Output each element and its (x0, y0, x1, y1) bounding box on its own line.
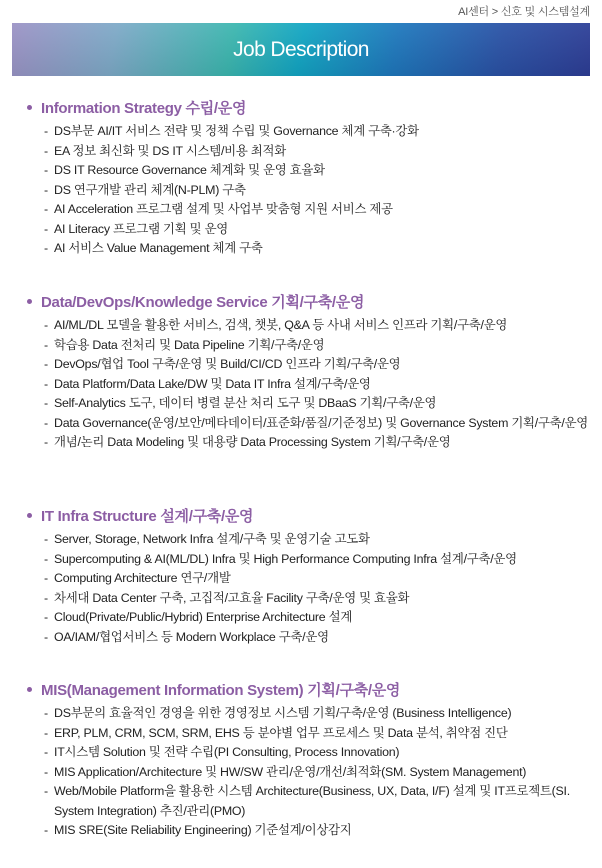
dash-icon: - (44, 706, 48, 720)
dash-icon: - (44, 823, 48, 837)
list-item: - MIS Application/Architecture 및 HW/SW 관리/운영/개선/최적화(SM. System Management) (44, 763, 592, 783)
section-heading-text: IT Infra Structure 설계/구축/운영 (41, 507, 254, 525)
dash-icon: - (44, 629, 48, 644)
list-item: - MIS SRE(Site Reliability Engineering) 기준설계/이상감지 (44, 821, 592, 841)
list-item: - OA/IAM/협업서비스 등 Modern Workplace 구축/운영 (44, 628, 592, 648)
dash-icon: - (44, 143, 48, 158)
list-item: - Server, Storage, Network Infra 설계/구축 및 운영기술 고도화 (44, 530, 592, 550)
list-item: - 학습용 Data 전처리 및 Data Pipeline 기획/구축/운영 (44, 336, 592, 356)
dash-icon: - (44, 182, 48, 197)
dash-icon: - (44, 221, 48, 236)
list-item: - DS IT Resource Governance 체계화 및 운영 효율화 (44, 161, 592, 181)
dash-icon: - (44, 764, 48, 779)
dash-icon: - (44, 745, 48, 759)
list-item: - 개념/논리 Data Modeling 및 대용량 Data Processing System 기획/구축/운영 (44, 433, 592, 453)
list-item: - Data Governance(운영/보안/메타데이터/표준화/품질/기준정보) 및 Governance System 기획/구축/운영 (44, 414, 592, 434)
section-heading (26, 97, 592, 117)
list-item: - DS 연구개발 관리 체계(N-PLM) 구축 (44, 181, 592, 201)
dash-icon: - (44, 337, 48, 352)
dash-icon: - (44, 784, 48, 798)
dash-icon: - (44, 415, 48, 430)
section-heading (26, 679, 592, 699)
section-heading-text: Data/DevOps/Knowledge Service 기획/구축/운영 (41, 293, 365, 311)
list-item: - AI 서비스 Value Management 체계 구축 (44, 239, 592, 259)
bullet-icon (27, 687, 32, 692)
section-heading (26, 291, 592, 311)
dash-icon: - (44, 241, 48, 255)
list-item: - AI Literacy 프로그램 기획 및 운영 (44, 220, 592, 240)
dash-icon: - (44, 551, 48, 566)
dash-icon: - (44, 532, 48, 546)
section-information-strategy (26, 97, 592, 259)
dash-icon: - (44, 202, 48, 216)
dash-icon: - (44, 124, 48, 138)
page-title-banner (12, 23, 590, 76)
bullet-icon (27, 299, 32, 304)
list-item: - AI Acceleration 프로그램 설계 및 사업부 맞춤형 지원 서비스 제공 (44, 200, 592, 220)
item-list (44, 704, 592, 841)
page-title: Job Description (233, 37, 369, 61)
dash-icon: - (44, 571, 48, 585)
dash-icon: - (44, 318, 48, 332)
section-heading-text: Information Strategy 수립/운영 (41, 99, 247, 117)
item-list (44, 530, 592, 647)
breadcrumb-text: AI센터 > 신호 및 시스템설계 (458, 6, 590, 18)
section-heading (26, 505, 592, 525)
section-mis (26, 679, 592, 841)
section-heading-text: MIS(Management Information System) 기획/구축/운영 (41, 681, 401, 699)
list-item: - Web/Mobile Platform을 활용한 시스템 Architecture(Business, UX, Data, I/F) 설계 및 IT프로젝트(SI. System Integration) 추진/관리(PMO) (44, 784, 570, 818)
section-it-infra-structure (26, 505, 592, 647)
list-item: - IT시스템 Solution 및 전략 수립(PI Consulting, Process Innovation) (44, 743, 592, 763)
list-item: - AI/ML/DL 모델을 활용한 서비스, 검색, 챗봇, Q&A 등 사내 서비스 인프라 기획/구축/운영 (44, 316, 592, 336)
dash-icon: - (44, 396, 48, 410)
dash-icon: - (44, 590, 48, 605)
dash-icon: - (44, 435, 48, 449)
list-item: - EA 정보 최신화 및 DS IT 시스템/비용 최적화 (44, 142, 592, 162)
list-item: - ERP, PLM, CRM, SCM, SRM, EHS 등 분야별 업무 프로세스 및 Data 분석, 취약점 진단 (44, 724, 592, 744)
item-list (44, 122, 592, 259)
dash-icon: - (44, 357, 48, 371)
item-list (44, 316, 592, 453)
list-item: - Computing Architecture 연구/개발 (44, 569, 592, 589)
list-item: - Self-Analytics 도구, 데이터 병렬 분산 처리 도구 및 DBaaS 기획/구축/운영 (44, 394, 592, 414)
dash-icon: - (44, 610, 48, 624)
bullet-icon (27, 105, 32, 110)
breadcrumb (458, 3, 590, 19)
list-item: - DS부문 AI/IT 서비스 전략 및 정책 수립 및 Governance 체계 구축·강화 (44, 122, 592, 142)
list-item: - Supercomputing & AI(ML/DL) Infra 및 High Performance Computing Infra 설계/구축/운영 (44, 550, 592, 570)
list-item: - Cloud(Private/Public/Hybrid) Enterprise Architecture 설계 (44, 608, 592, 628)
list-item: - DevOps/협업 Tool 구축/운영 및 Build/CI/CD 인프라 기획/구축/운영 (44, 355, 592, 375)
dash-icon: - (44, 725, 48, 740)
section-data-devops-knowledge (26, 291, 592, 453)
list-item: - 차세대 Data Center 구축, 고집적/고효율 Facility 구축/운영 및 효율화 (44, 589, 592, 609)
dash-icon: - (44, 163, 48, 177)
dash-icon: - (44, 376, 48, 391)
bullet-icon (27, 513, 32, 518)
list-item: - Data Platform/Data Lake/DW 및 Data IT Infra 설계/구축/운영 (44, 375, 592, 395)
list-item: - DS부문의 효율적인 경영을 위한 경영정보 시스템 기획/구축/운영 (Business Intelligence) (44, 704, 592, 724)
